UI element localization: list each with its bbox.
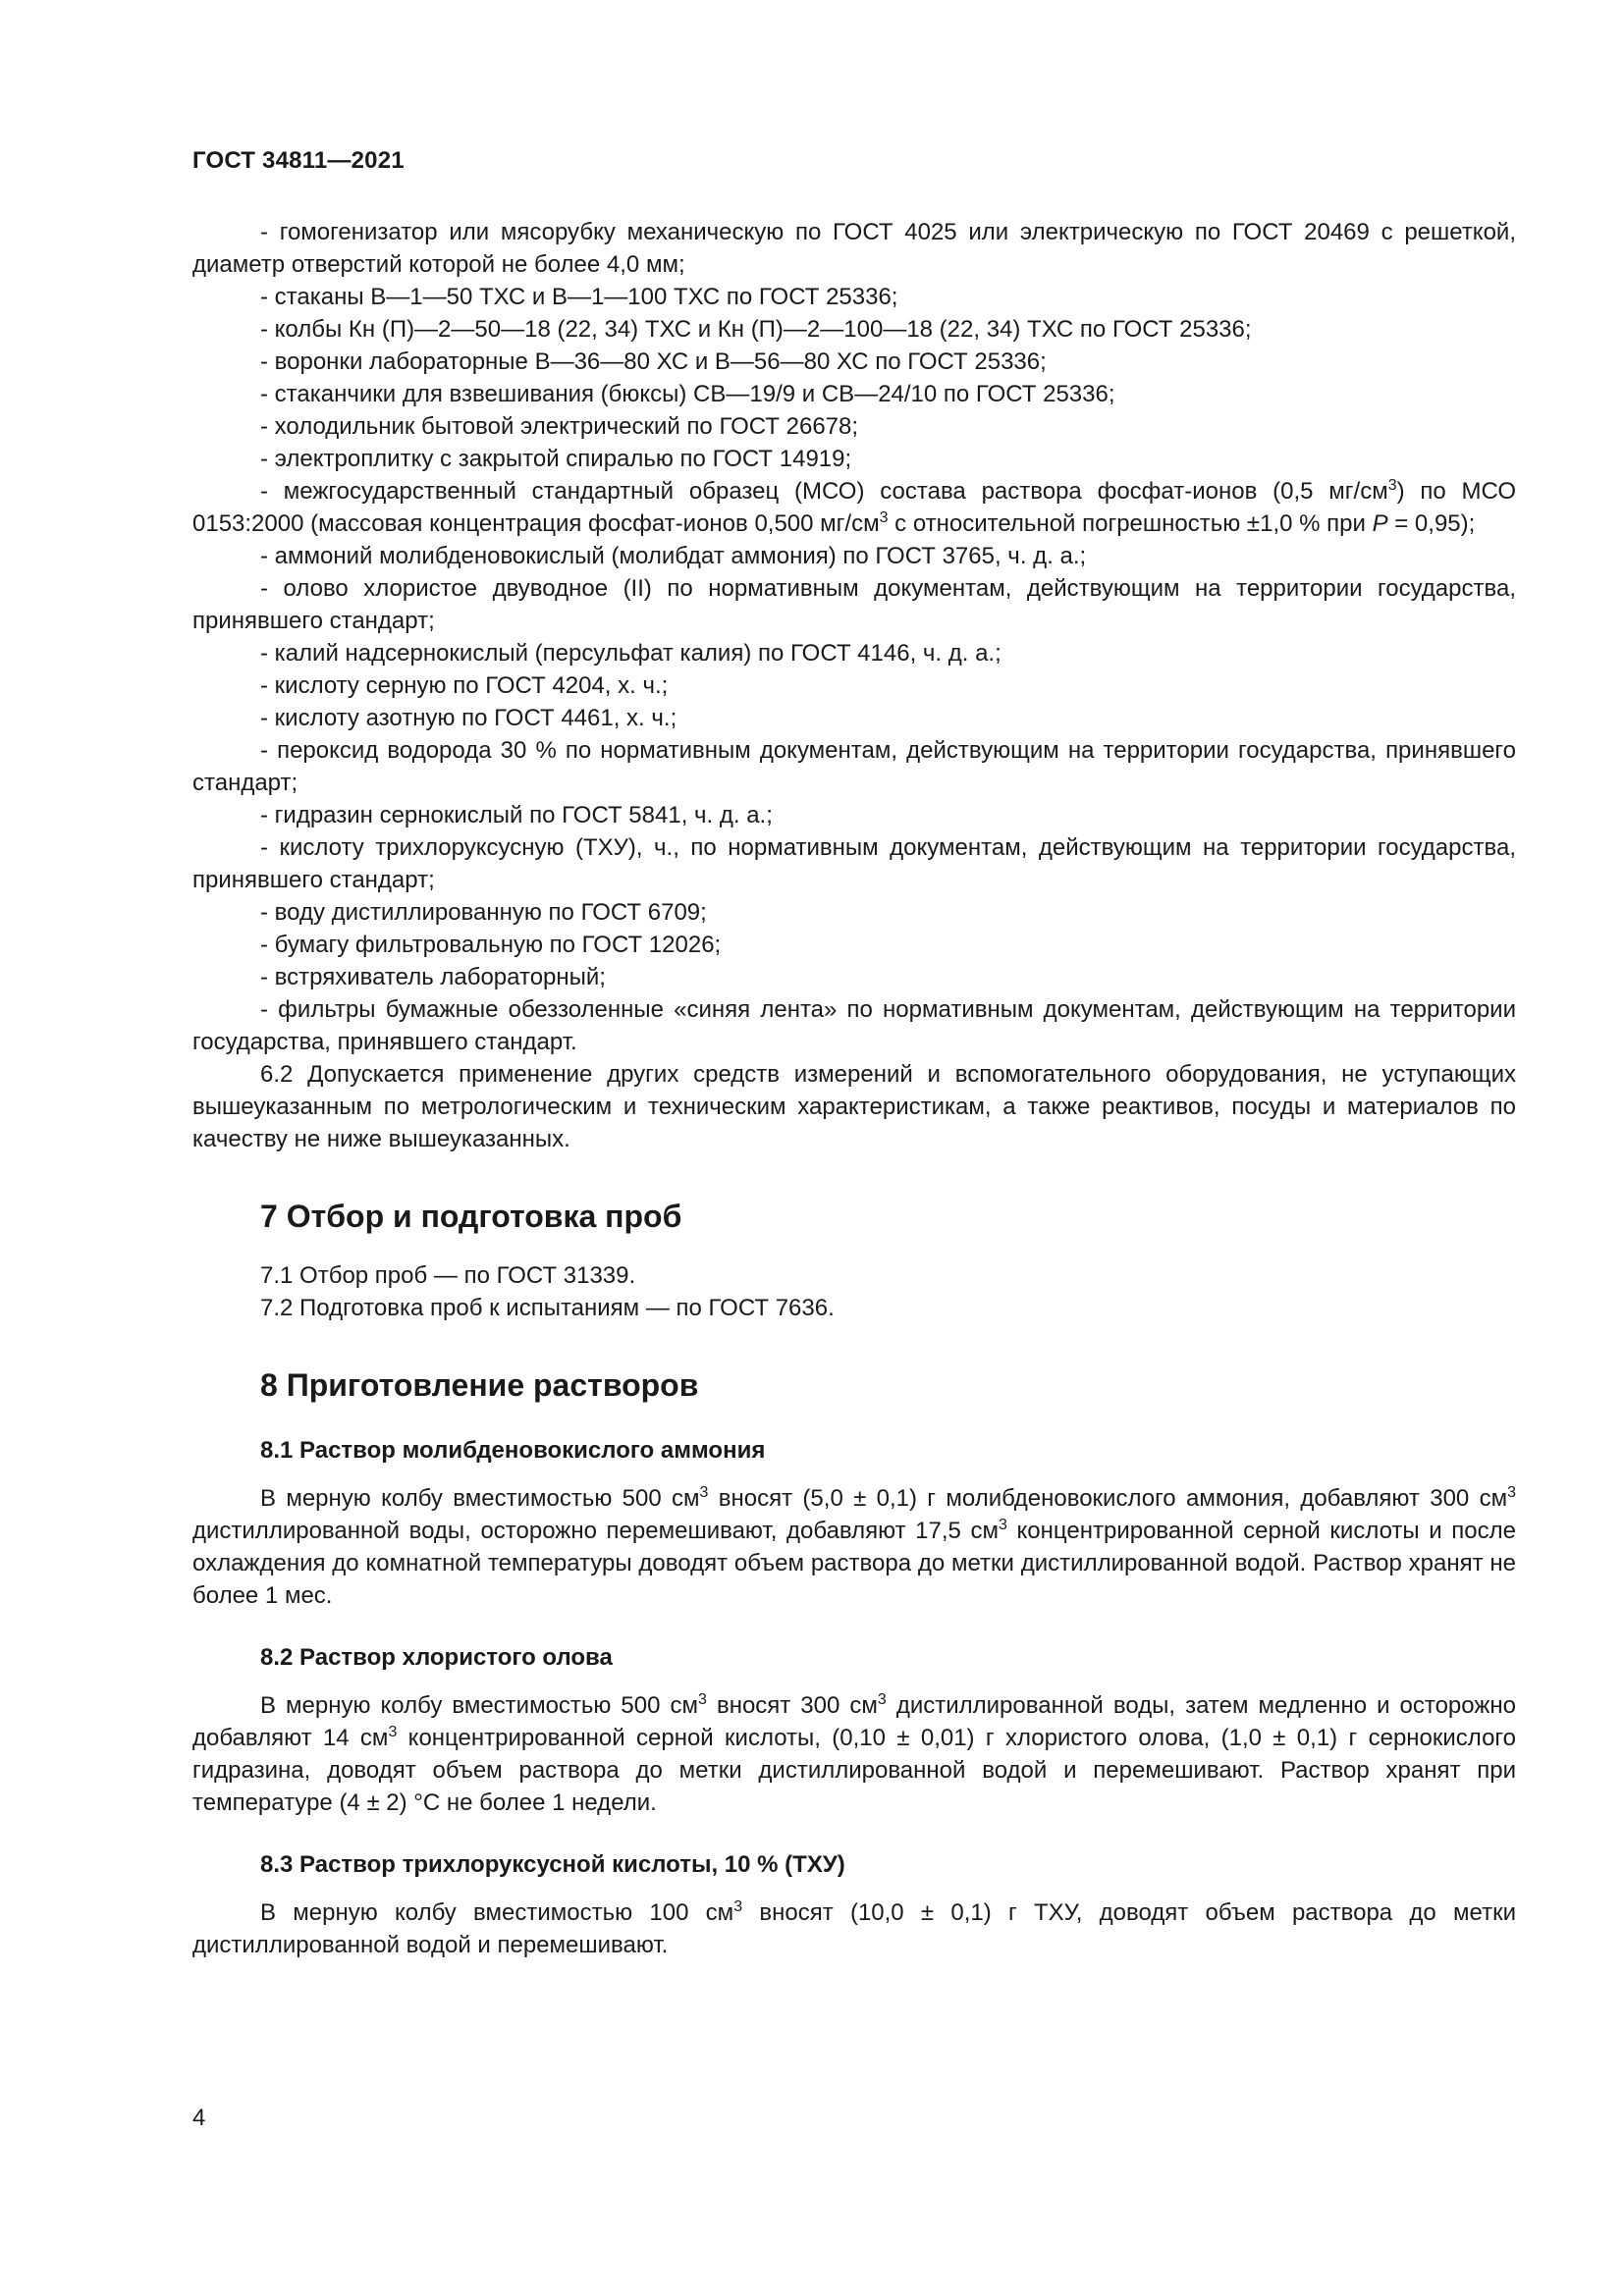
section-heading-8: 8 Приготовление растворов <box>260 1367 699 1403</box>
list-item: - гомогенизатор или мясорубку механическую по ГОСТ 4025 или электрическую по ГОСТ 20469 с решеткой, диаметр отверстий которой не более 4,0 мм; <box>192 219 1516 278</box>
variable-p: P <box>1372 510 1388 537</box>
list-item: - кислоту серную по ГОСТ 4204, х. ч.; <box>260 672 669 699</box>
superscript: 3 <box>1387 477 1397 494</box>
text-run: концентрированной серной кислоты и после охлаждения до комнатной температуры доводят объем раствора до метки дистиллированной водой. Раствор хранят не более 1 мес. <box>192 1518 1516 1609</box>
text-run: дистиллированной воды, осторожно перемешивают, добавляют 17,5 см <box>192 1518 1000 1544</box>
paragraph-7-1: 7.1 Отбор проб — по ГОСТ 31339. <box>260 1262 636 1289</box>
page-number: 4 <box>192 2105 206 2131</box>
list-item: - фильтры бумажные обеззоленные «синяя лента» по нормативным документам, действующим на территории государства, принявшего стандарт. <box>192 996 1516 1055</box>
superscript: 3 <box>999 1517 1007 1533</box>
subsection-heading-8-3: 8.3 Раствор трихлоруксусной кислоты, 10 % (ТХУ) <box>260 1851 845 1878</box>
mso-text-1: - межгосударственный стандартный образец (МСО) состава раствора фосфат-ионов (0,5 мг/см <box>260 478 1388 505</box>
text-run: вносят (5,0 ± 0,1) г молибденовокислого аммония, добавляют 300 см <box>708 1485 1508 1512</box>
list-item: - аммоний молибденовокислый (молибдат аммония) по ГОСТ 3765, ч. д. а.; <box>260 543 1087 569</box>
list-item: - встряхиватель лабораторный; <box>260 964 606 990</box>
text-run: вносят (10,0 ± 0,1) г ТХУ, доводят объем раствора до метки дистиллированной водой и перемешивают. <box>192 1899 1516 1958</box>
list-item: - электроплитку с закрытой спиралью по ГОСТ 14919; <box>260 446 852 472</box>
text-run: дистиллированной воды, затем медленно и осторожно добавляют 14 см <box>192 1692 1517 1751</box>
list-item: - воронки лабораторные В—36—80 ХС и В—56—80 ХС по ГОСТ 25336; <box>260 348 1047 375</box>
list-item: - кислоту азотную по ГОСТ 4461, х. ч.; <box>260 705 677 731</box>
paragraph-8-1 <box>192 1482 1516 1612</box>
section-8-3-body <box>192 1896 1516 1961</box>
section-8-1-body <box>192 1482 1516 1612</box>
superscript: 3 <box>733 1898 743 1915</box>
mso-text-3: с относительной погрешностью ±1,0 % при <box>888 510 1373 537</box>
superscript: 3 <box>879 509 889 526</box>
section-7-body <box>192 1259 1516 1324</box>
list-item: - колбы Кн (П)—2—50—18 (22, 34) ТХС и Кн (П)—2—100—18 (22, 34) ТХС по ГОСТ 25336; <box>260 316 1252 343</box>
text-run: В мерную колбу вместимостью 500 см <box>260 1485 700 1512</box>
section-8-2-body <box>192 1689 1516 1819</box>
superscript: 3 <box>388 1724 398 1740</box>
list-item: - бумагу фильтровальную по ГОСТ 12026; <box>260 932 722 958</box>
paragraph-8-3 <box>192 1896 1516 1961</box>
mso-text-4: = 0,95); <box>1387 510 1476 537</box>
list-item: - холодильник бытовой электрический по ГОСТ 26678; <box>260 413 859 440</box>
section-heading-7: 7 Отбор и подготовка проб <box>260 1199 682 1234</box>
list-item: - стаканчики для взвешивания (бюксы) СВ—19/9 и СВ—24/10 по ГОСТ 25336; <box>260 381 1115 407</box>
paragraph-8-2 <box>192 1689 1516 1819</box>
list-item: - воду дистиллированную по ГОСТ 6709; <box>260 899 707 926</box>
subsection-heading-8-1: 8.1 Раствор молибденовокислого аммония <box>260 1437 766 1464</box>
equipment-list <box>192 216 1516 1155</box>
superscript: 3 <box>698 1691 707 1708</box>
document-page <box>192 147 1516 1961</box>
superscript: 3 <box>699 1484 709 1501</box>
paragraph-7-2: 7.2 Подготовка проб к испытаниям — по ГОСТ 7636. <box>260 1295 835 1321</box>
list-item: - олово хлористое двуводное (II) по нормативным документам, действующим на территории государства, принявшего стандарт; <box>192 575 1516 634</box>
superscript: 3 <box>1507 1484 1516 1501</box>
text-run: В мерную колбу вместимостью 100 см <box>260 1899 734 1926</box>
list-item: - пероксид водорода 30 % по нормативным документам, действующим на территории государства, принявшего стандарт; <box>192 737 1516 796</box>
text-run: концентрированной серной кислоты, (0,10 ± 0,01) г хлористого олова, (1,0 ± 0,1) г сернокислого гидразина, доводят объем раствора до метки дистиллированной водой и перемешивают. Раствор хранят при температуре (4 ± 2) °С не более 1 недели. <box>192 1725 1516 1816</box>
list-item: - гидразин сернокислый по ГОСТ 5841, ч. д. а.; <box>260 802 773 828</box>
list-item: - стаканы В—1—50 ТХС и В—1—100 ТХС по ГОСТ 25336; <box>260 284 898 310</box>
list-item: - калий надсернокислый (персульфат калия) по ГОСТ 4146, ч. д. а.; <box>260 640 1001 667</box>
text-run: вносят 300 см <box>706 1692 878 1719</box>
list-item: - кислоту трихлоруксусную (ТХУ), ч., по нормативным документам, действующим на территории государства, принявшего стандарт; <box>192 834 1516 893</box>
text-run: В мерную колбу вместимостью 500 см <box>260 1692 699 1719</box>
running-title: ГОСТ 34811—2021 <box>192 147 405 174</box>
mso-text-2: ) по МСО 0153:2000 (массовая концентрация фосфат-ионов 0,500 мг/см <box>192 478 1517 537</box>
paragraph-6-2: 6.2 Допускается применение других средств измерений и вспомогательного оборудования, не уступающих вышеуказанным по метрологическим и техническим характеристикам, а также реактивов, посуды и материалов по качеству не ниже вышеуказанных. <box>192 1061 1516 1152</box>
subsection-heading-8-2: 8.2 Раствор хлористого олова <box>260 1644 613 1671</box>
superscript: 3 <box>877 1691 887 1708</box>
list-item-mso <box>192 475 1516 540</box>
